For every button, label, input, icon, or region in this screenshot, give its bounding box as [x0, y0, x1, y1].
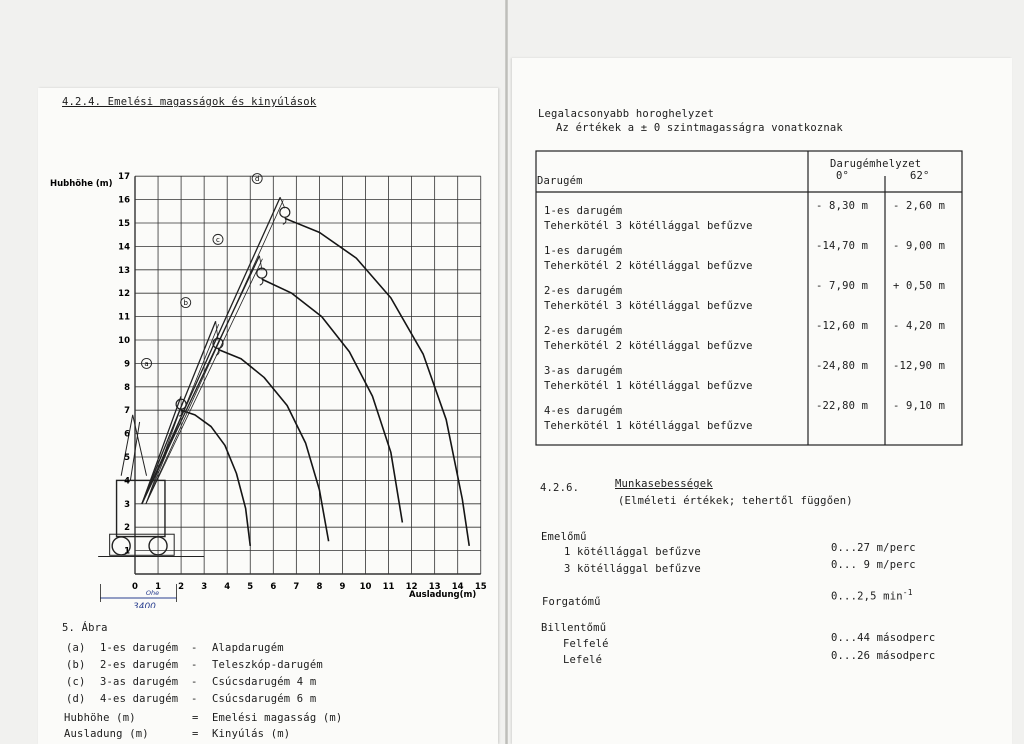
table-row-rope: Teherkötél 3 kötéllággal befűzve	[544, 220, 753, 232]
y-tick-label: 14	[118, 242, 130, 253]
hook-rope-c	[259, 256, 261, 269]
section-title-4-2-4: 4.2.4. Emelési magasságok és kinyúlások	[62, 96, 317, 108]
x-tick-label: 7	[293, 582, 300, 592]
boom-edge-d	[146, 200, 283, 504]
x-tick-label: 5	[247, 582, 254, 592]
table-row-name: 1-es darugém	[544, 245, 623, 257]
hoist-3-label: 3 kötéllággal befűzve	[564, 563, 701, 575]
col-header-62: 62°	[910, 170, 930, 182]
hoist-3-value: 0... 9 m/perc	[831, 559, 916, 571]
slew-label: Forgatómű	[542, 596, 601, 608]
y-tick-label: 16	[118, 195, 130, 206]
hoist-1-value: 0...27 m/perc	[831, 542, 916, 554]
term-eq: =	[192, 712, 199, 724]
x-tick-label: 10	[359, 582, 372, 592]
x-tick-label: 14	[451, 582, 464, 592]
table-row-a: -14,70 m	[816, 240, 869, 252]
figure-label: 5. Ábra	[62, 622, 108, 634]
legend-desc: Teleszkóp-darugém	[212, 659, 323, 671]
x-tick-label: 9	[339, 582, 346, 592]
legend-key: (a)	[66, 642, 86, 654]
term-de: Ausladung (m)	[64, 728, 149, 740]
y-tick-label: 12	[118, 289, 130, 300]
y-tick-label: 6	[124, 429, 130, 440]
y-tick-label: 15	[118, 219, 130, 229]
reach-curve-d	[285, 218, 469, 546]
hoist-label: Emelőmű	[541, 531, 587, 543]
legend-dash: -	[191, 693, 198, 705]
y-tick-label: 9	[124, 359, 130, 370]
table-row-rope: Teherkötél 1 kötéllággal befűzve	[544, 380, 753, 392]
lowest-hook-heading: Legalacsonyabb horoghelyzet	[538, 108, 715, 120]
x-tick-label: 2	[178, 582, 185, 592]
luff-up-label: Felfelé	[563, 638, 609, 650]
x-axis-label: Ausladung(m)	[409, 590, 477, 600]
term-hu: Emelési magasság (m)	[212, 712, 343, 724]
table-row-b: - 9,10 m	[893, 400, 946, 412]
section-title-speeds: Munkasebességek	[615, 478, 713, 490]
reach-curves	[100, 174, 469, 608]
table-row-name: 2-es darugém	[544, 325, 623, 337]
table-row-rope: Teherkötél 2 kötéllággal befűzve	[544, 340, 753, 352]
y-tick-label: 5	[124, 453, 130, 463]
legend-desc: Alapdarugém	[212, 642, 284, 654]
y-tick-label: 2	[124, 523, 130, 534]
table-row-a: -22,80 m	[816, 400, 869, 412]
legend-key: (d)	[66, 693, 86, 705]
table-row-name: 1-es darugém	[544, 205, 623, 217]
table-row-b: + 0,50 m	[893, 280, 946, 292]
crane-a-frame	[121, 415, 146, 476]
boom-label-c: c	[216, 235, 220, 244]
x-tick-label: 8	[316, 582, 323, 592]
y-tick-label: 17	[118, 172, 130, 183]
hook-block-d	[280, 207, 290, 217]
x-tick-label: 11	[382, 582, 395, 592]
table-row-name: 4-es darugém	[544, 405, 623, 417]
boom-label-a: a	[144, 359, 149, 368]
dimension-note: Ohe	[145, 589, 160, 597]
table-row-rope: Teherkötél 3 kötéllággal befűzve	[544, 300, 753, 312]
y-tick-label: 7	[124, 406, 130, 417]
luff-up-value: 0...44 másodperc	[831, 632, 936, 644]
table-row-b: - 9,00 m	[893, 240, 946, 252]
chart-grid	[135, 176, 481, 574]
table-row-name: 3-as darugém	[544, 365, 623, 377]
hoist-1-label: 1 kötéllággal befűzve	[564, 546, 701, 558]
y-axis-label: Hubhöhe (m)	[50, 179, 113, 189]
table-row-a: -12,60 m	[816, 320, 869, 332]
table-row-b: - 2,60 m	[893, 200, 946, 212]
table-row-a: -24,80 m	[816, 360, 869, 372]
crane-height-chart	[38, 158, 508, 608]
boom-b	[142, 321, 216, 504]
legend-dash: -	[191, 676, 198, 688]
luff-down-label: Lefelé	[563, 654, 603, 666]
dimension-value: 3400	[133, 602, 156, 608]
hook-rope-d	[280, 197, 285, 208]
x-tick-label: 6	[270, 582, 277, 592]
legend-name: 3-as darugém	[100, 676, 179, 688]
x-tick-label: 1	[155, 582, 162, 592]
table-row-a: - 8,30 m	[816, 200, 869, 212]
term-eq: =	[192, 728, 199, 740]
legend-key: (c)	[66, 676, 86, 688]
legend-name: 2-es darugém	[100, 659, 179, 671]
legend-dash: -	[191, 642, 198, 654]
col-header-boom: Darugém	[537, 175, 583, 187]
table-row-a: - 7,90 m	[816, 280, 869, 292]
lowest-hook-subheading: Az értékek a ± 0 szintmagasságra vonatkoznak	[556, 122, 843, 134]
term-hu: Kinyúlás (m)	[212, 728, 291, 740]
legend-key: (b)	[66, 659, 86, 671]
y-tick-label: 10	[118, 336, 130, 346]
y-tick-label: 8	[124, 382, 130, 393]
boom-label-b: b	[183, 299, 188, 308]
term-de: Hubhöhe (m)	[64, 712, 136, 724]
legend-name: 4-es darugém	[100, 693, 179, 705]
axis-ticks	[118, 172, 487, 592]
table-row-rope: Teherkötél 1 kötéllággal befűzve	[544, 420, 753, 432]
boom-d	[142, 197, 280, 504]
table-row-name: 2-es darugém	[544, 285, 623, 297]
x-tick-label: 4	[224, 582, 231, 592]
x-tick-label: 0	[132, 582, 138, 592]
legend-dash: -	[191, 659, 198, 671]
x-tick-label: 3	[201, 582, 208, 592]
reach-curve-a	[181, 410, 250, 546]
y-tick-label: 4	[124, 476, 130, 487]
section-num-4-2-6: 4.2.6.	[540, 482, 580, 494]
legend-name: 1-es darugém	[100, 642, 179, 654]
col-header-0: 0°	[836, 170, 850, 182]
y-tick-label: 3	[124, 499, 130, 510]
table-row-b: -12,90 m	[893, 360, 946, 372]
table-row-rope: Teherkötél 2 kötéllággal befűzve	[544, 260, 753, 272]
speeds-subtitle: (Elméleti értékek; tehertől függően)	[618, 495, 853, 507]
x-tick-label: 15	[474, 582, 487, 592]
col-header-group: Darugémhelyzet	[830, 158, 922, 170]
luff-label: Billentőmű	[541, 622, 607, 634]
y-tick-label: 11	[118, 312, 130, 323]
slew-value: 0...2,5 $\min^{-1}$	[831, 588, 913, 603]
legend-desc: Csúcsdarugém 6 m	[212, 693, 317, 705]
x-tick-label: 12	[405, 582, 418, 592]
legend-desc: Csúcsdarugém 4 m	[212, 676, 317, 688]
y-tick-label: 13	[118, 265, 130, 276]
table-row-b: - 4,20 m	[893, 320, 946, 332]
y-tick-label: 1	[124, 546, 130, 557]
luff-down-value: 0...26 másodperc	[831, 650, 936, 662]
x-tick-label: 13	[428, 582, 441, 592]
boom-label-d: d	[254, 175, 260, 184]
